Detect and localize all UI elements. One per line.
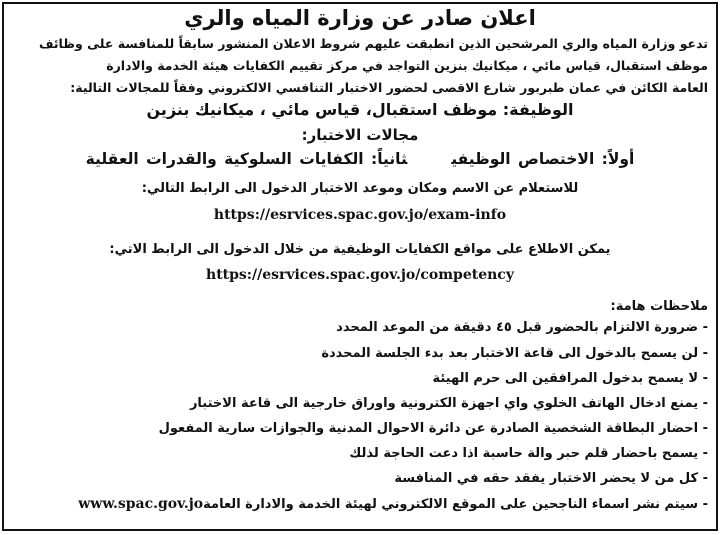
website-link[interactable]: www.spac.gov.jo bbox=[78, 496, 204, 512]
announcement-frame bbox=[2, 2, 718, 531]
notes-heading: ملاحظات هامة: bbox=[610, 299, 708, 314]
competency-link[interactable]: https://esrvices.spac.gov.jo/competency bbox=[206, 267, 514, 283]
note-last-text: - سيتم نشر اسماء الناجحين على الموقع الالكتروني لهيئة الخدمة والادارة العامة bbox=[203, 497, 708, 512]
inquiry-link[interactable]: https://esrvices.spac.gov.jo/exam-info bbox=[213, 207, 507, 223]
announcement-title: اعلان صادر عن وزارة المياه والري bbox=[184, 6, 536, 30]
note-item-last bbox=[12, 496, 708, 512]
note-item: - لن يسمح بالدخول الى قاعة الاختبار بعد بدء الجلسة المحددة bbox=[321, 346, 708, 361]
areas-list bbox=[12, 150, 708, 168]
note-item: - يمنع ادخال الهاتف الخلوي واي اجهزة الكترونية واوراق خارجية الى قاعة الاختبار bbox=[189, 396, 708, 411]
intro-line-2: موظف استقبال، قياس مائي ، ميكانيك بنزين التواجد في مركز تقييم الكفايات هيئة الخدمة والادارة bbox=[106, 58, 708, 73]
area-second: ثانياً: الكفايات السلوكية والقدرات العقلية bbox=[85, 150, 408, 168]
note-item: - ضرورة الالتزام بالحضور قبل ٤٥ دقيقة من الموعد المحدد bbox=[336, 320, 708, 335]
job-line: الوظيفة: موظف استقبال، قياس مائي ، ميكانيك بنزين bbox=[146, 100, 574, 119]
note-item: - احضار البطاقة الشخصية الصادرة عن دائرة الاحوال المدنية والجوازات سارية المفعول bbox=[158, 421, 708, 436]
intro-line-1: تدعو وزارة المياه والري المرشحين الذين انطبقت عليهم شروط الاعلان المنشور سابقاً للمنافسة على وظائف bbox=[38, 36, 708, 51]
intro-line-3: العامة الكائن في عمان طبربور شارع الاقصى لحضور الاختبار التنافسي الالكتروني وفقاً للمجالات التالية: bbox=[70, 80, 708, 95]
note-item: - لا يسمح بدخول المرافقين الى حرم الهيئة bbox=[432, 371, 708, 386]
note-item: - كل من لا يحضر الاختبار يفقد حقه في المنافسة bbox=[394, 471, 708, 486]
competency-text: يمكن الاطلاع على مواقع الكفايات الوظيفية من خلال الدخول الى الرابط الاتي: bbox=[109, 242, 611, 257]
note-item: - يسمح باحضار قلم حبر والة حاسبة اذا دعت الحاجة لذلك bbox=[349, 446, 708, 461]
areas-heading: مجالات الاختبار: bbox=[301, 126, 419, 144]
inquiry-text: للاستعلام عن الاسم ومكان وموعد الاختبار الدخول الى الرابط التالي: bbox=[141, 181, 579, 196]
area-first: أولاً: الاختصاص الوظيفي bbox=[451, 150, 635, 168]
